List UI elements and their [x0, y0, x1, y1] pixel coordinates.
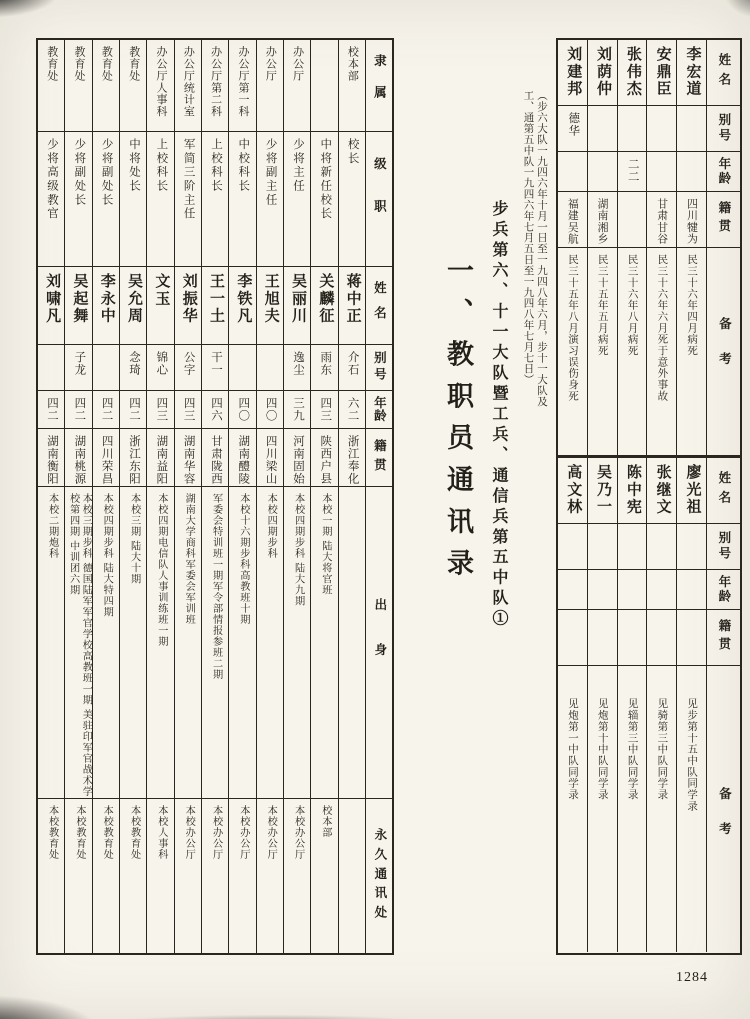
name-cell: 刘振华	[175, 267, 201, 345]
alias-cell: 公字	[175, 345, 201, 391]
name-cell: 廖光祖	[677, 458, 706, 524]
name-cell: 李铁凡	[229, 267, 255, 345]
origin-cell: 湖南醴陵	[229, 429, 255, 487]
origin-cell: 浙江东阳	[120, 429, 146, 487]
age-cell	[558, 152, 587, 192]
remark-cell: 见炮第一中队同学录	[566, 698, 578, 801]
address-cell: 校本部	[319, 805, 331, 839]
rank-cell: 少将主任	[284, 132, 310, 267]
alias-cell	[38, 345, 64, 391]
name-cell: 李宏道	[677, 40, 706, 106]
field-label: 姓名	[707, 40, 740, 106]
field-label-column	[706, 458, 740, 952]
name-cell: 蒋中正	[339, 267, 365, 345]
rank-cell: 中校科长	[229, 132, 255, 267]
rank-cell: 少将高级教官	[38, 132, 64, 267]
alias-cell	[677, 106, 706, 152]
age-cell: 四二	[65, 391, 91, 429]
person-column	[558, 458, 587, 952]
affiliation-cell	[311, 40, 337, 132]
origin-cell	[677, 610, 706, 666]
name-cell: 刘啸凡	[38, 267, 64, 345]
origin-cell: 甘肃甘谷	[647, 192, 676, 248]
background-cell: 本校四期步科 陆大九期	[284, 487, 310, 799]
origin-cell: 四川犍为	[677, 192, 706, 248]
prev-unit-roster-upper	[558, 40, 740, 458]
affiliation-cell: 办公厅人事科	[147, 40, 173, 132]
background-cell: 本校四期电信队人事训练班一期	[147, 487, 173, 799]
age-cell	[677, 152, 706, 192]
field-label: 永久通讯处	[372, 827, 387, 925]
origin-cell: 四川荣昌	[93, 429, 119, 487]
field-label: 年龄	[366, 391, 392, 429]
person-column	[256, 40, 283, 953]
person-column	[646, 458, 676, 952]
age-cell: 六二	[339, 391, 365, 429]
field-label: 别号	[707, 524, 740, 570]
origin-cell: 湖南桃源	[65, 429, 91, 487]
alias-cell	[677, 524, 706, 570]
age-cell: 四二	[93, 391, 119, 429]
alias-cell	[647, 106, 676, 152]
person-column	[676, 40, 706, 455]
field-label: 姓名	[366, 267, 392, 345]
age-cell	[588, 570, 617, 610]
age-cell: 四三	[147, 391, 173, 429]
age-cell	[558, 570, 587, 610]
alias-cell: 子龙	[65, 345, 91, 391]
rank-cell: 校长	[339, 132, 365, 267]
person-column	[201, 40, 228, 953]
address-cell: 本校办公厅	[237, 805, 249, 861]
name-cell: 刘荫仲	[588, 40, 617, 106]
field-label: 级职	[366, 132, 392, 267]
field-label: 出身	[366, 487, 392, 799]
remark-cell: 见炮第十中队同学录	[596, 698, 608, 801]
background-cell: 军委会特训班一期军令部情报参班二期	[202, 487, 228, 799]
rank-cell: 军简三阶主任	[175, 132, 201, 267]
origin-cell: 湖南湘乡	[588, 192, 617, 248]
address-cell: 本校教育处	[128, 805, 140, 861]
field-label-column	[706, 40, 740, 455]
name-cell: 文玉	[147, 267, 173, 345]
age-cell: 二二	[618, 152, 647, 192]
background-cell: 本校四期步科	[257, 487, 283, 799]
name-cell: 吴起舞	[65, 267, 91, 345]
alias-cell	[229, 345, 255, 391]
affiliation-cell: 教育处	[38, 40, 64, 132]
address-cell: 本校人事科	[155, 805, 167, 861]
age-cell	[647, 570, 676, 610]
origin-cell: 甘肃陇西	[202, 429, 228, 487]
age-cell	[588, 152, 617, 192]
background-cell: 本校十六期步科高教班十期	[229, 487, 255, 799]
person-column	[92, 40, 119, 953]
name-cell: 关麟征	[311, 267, 337, 345]
alias-cell	[647, 524, 676, 570]
origin-cell	[647, 610, 676, 666]
origin-cell: 福建吴航	[558, 192, 587, 248]
affiliation-cell: 校本部	[339, 40, 365, 132]
remark-cell: 见步第十五中队同学录	[686, 698, 698, 812]
age-cell	[677, 570, 706, 610]
background-cell: 本校三期 陆大十期	[120, 487, 146, 799]
person-column	[310, 40, 337, 953]
name-cell: 吴允周	[120, 267, 146, 345]
address-cell: 本校办公厅	[183, 805, 195, 861]
name-cell: 陈中宪	[618, 458, 647, 524]
rank-cell: 中将新任校长	[311, 132, 337, 267]
person-column	[119, 40, 146, 953]
person-column	[676, 458, 706, 952]
background-cell: 湖南大学商科军委会军训班	[175, 487, 201, 799]
person-column	[587, 458, 617, 952]
affiliation-cell: 办公厅第二科	[202, 40, 228, 132]
unit-title: 步兵第六、十一大队暨工兵、通信兵第五中队①	[490, 200, 507, 631]
person-column	[283, 40, 310, 953]
alias-cell	[618, 524, 647, 570]
rank-cell: 上校科长	[147, 132, 173, 267]
origin-cell: 河南固始	[284, 429, 310, 487]
scan-artifact-top-right	[724, 0, 750, 18]
origin-cell: 湖南华容	[175, 429, 201, 487]
alias-cell: 逸尘	[284, 345, 310, 391]
remark-cell: 民三十五年八月演习误伤身死	[566, 254, 578, 402]
remark-cell: 见辎第三中队同学录	[626, 698, 638, 801]
remark-cell: 民三十六年八月病死	[626, 254, 638, 357]
affiliation-cell: 办公厅第一科	[229, 40, 255, 132]
alias-cell: 介石	[339, 345, 365, 391]
rank-cell: 上校科长	[202, 132, 228, 267]
scan-artifact-top-left	[0, 0, 60, 18]
rank-cell: 少将副处长	[93, 132, 119, 267]
field-label: 别号	[707, 106, 740, 152]
name-cell: 高文林	[558, 458, 587, 524]
age-cell: 四二	[38, 391, 64, 429]
age-cell: 四〇	[257, 391, 283, 429]
section-heading-block	[398, 38, 550, 955]
field-label: 隶属	[366, 40, 392, 132]
field-label: 备考	[717, 316, 732, 387]
section-title: 一、教职员通讯录	[443, 256, 473, 591]
origin-cell: 湖南益阳	[147, 429, 173, 487]
scan-artifact-bottom-left	[0, 995, 98, 1019]
origin-cell	[558, 610, 587, 666]
affiliation-cell: 办公厅	[284, 40, 310, 132]
name-cell: 王一土	[202, 267, 228, 345]
background-cell: 本校三期步科 德国陆军军官学校高教班一期 美驻印军官战术学校第四期 中训团六期	[65, 487, 91, 799]
background-cell: 本校四期步科 陆大特四期	[93, 487, 119, 799]
remark-cell: 民三十六年六月死于意外事故	[656, 254, 668, 402]
name-cell: 吴乃一	[588, 458, 617, 524]
age-cell: 四三	[175, 391, 201, 429]
name-cell: 张继文	[647, 458, 676, 524]
origin-cell: 陕西户县	[311, 429, 337, 487]
origin-cell: 四川梁山	[257, 429, 283, 487]
address-cell: 本校办公厅	[292, 805, 304, 861]
remark-cell: 见骑第三中队同学录	[656, 698, 668, 801]
person-column	[64, 40, 91, 953]
address-cell: 本校教育处	[46, 805, 58, 861]
field-label: 籍贯	[366, 429, 392, 487]
field-label: 籍贯	[707, 192, 740, 248]
field-label: 籍贯	[707, 610, 740, 666]
origin-cell: 湖南衡阳	[38, 429, 64, 487]
name-cell: 王旭夫	[257, 267, 283, 345]
origin-cell	[618, 610, 647, 666]
rank-cell: 中将处长	[120, 132, 146, 267]
name-cell: 安鼎臣	[647, 40, 676, 106]
person-column	[646, 40, 676, 455]
unit-date-note: （步六大队一九四六年十月一日至一九四八年六月，步十一大队及工、通第五中队一九四六年七月五日至一九四八年七月七日）	[522, 90, 547, 407]
field-label: 年龄	[707, 152, 740, 192]
field-label-column	[365, 40, 392, 953]
background-cell: 本校二期炮科	[38, 487, 64, 799]
alias-cell: 德华	[558, 106, 587, 152]
alias-cell	[93, 345, 119, 391]
person-column	[617, 458, 647, 952]
alias-cell	[588, 106, 617, 152]
remark-cell: 民三十五年五月病死	[596, 254, 608, 357]
person-column	[587, 40, 617, 455]
background-cell: 本校一期 陆大将官班	[311, 487, 337, 799]
address-cell: 本校办公厅	[210, 805, 222, 861]
age-cell: 四二	[120, 391, 146, 429]
age-cell: 四六	[202, 391, 228, 429]
alias-cell: 雨东	[311, 345, 337, 391]
person-column	[38, 40, 64, 953]
affiliation-cell: 办公厅统计室	[175, 40, 201, 132]
age-cell	[618, 570, 647, 610]
address-cell: 本校办公厅	[265, 805, 277, 861]
alias-cell: 念琦	[120, 345, 146, 391]
rank-cell: 少将副主任	[257, 132, 283, 267]
alias-cell	[558, 524, 587, 570]
field-label: 姓名	[707, 458, 740, 524]
field-label: 别号	[366, 345, 392, 391]
alias-cell	[588, 524, 617, 570]
remark-cell: 民三十六年四月病死	[686, 254, 698, 357]
scan-artifact-bottom-edge	[120, 1015, 420, 1019]
hq-staff-table	[36, 38, 394, 955]
name-cell: 刘建邦	[558, 40, 587, 106]
rank-cell: 少将副处长	[65, 132, 91, 267]
field-label: 年龄	[707, 570, 740, 610]
person-column	[228, 40, 255, 953]
affiliation-cell: 教育处	[65, 40, 91, 132]
person-column	[338, 40, 365, 953]
alias-cell	[257, 345, 283, 391]
origin-cell	[588, 610, 617, 666]
background-cell	[339, 487, 365, 799]
age-cell	[647, 152, 676, 192]
age-cell: 三九	[284, 391, 310, 429]
prev-unit-roster-lower	[558, 458, 740, 952]
affiliation-cell: 办公厅	[257, 40, 283, 132]
age-cell: 四〇	[229, 391, 255, 429]
page-number: 1284	[676, 970, 708, 985]
field-label: 备考	[717, 787, 732, 857]
person-column	[174, 40, 201, 953]
prev-unit-roster-table	[556, 38, 742, 955]
name-cell: 李永中	[93, 267, 119, 345]
address-cell: 本校教育处	[73, 805, 85, 861]
age-cell: 四三	[311, 391, 337, 429]
origin-cell: 浙江奉化	[339, 429, 365, 487]
person-column	[558, 40, 587, 455]
person-column	[146, 40, 173, 953]
origin-cell	[618, 192, 647, 248]
alias-cell	[618, 106, 647, 152]
address-cell	[339, 799, 365, 953]
affiliation-cell: 教育处	[93, 40, 119, 132]
alias-cell: 干一	[202, 345, 228, 391]
person-column	[617, 40, 647, 455]
alias-cell: 锦心	[147, 345, 173, 391]
name-cell: 吴丽川	[284, 267, 310, 345]
affiliation-cell: 教育处	[120, 40, 146, 132]
name-cell: 张伟杰	[618, 40, 647, 106]
address-cell: 本校教育处	[101, 805, 113, 861]
